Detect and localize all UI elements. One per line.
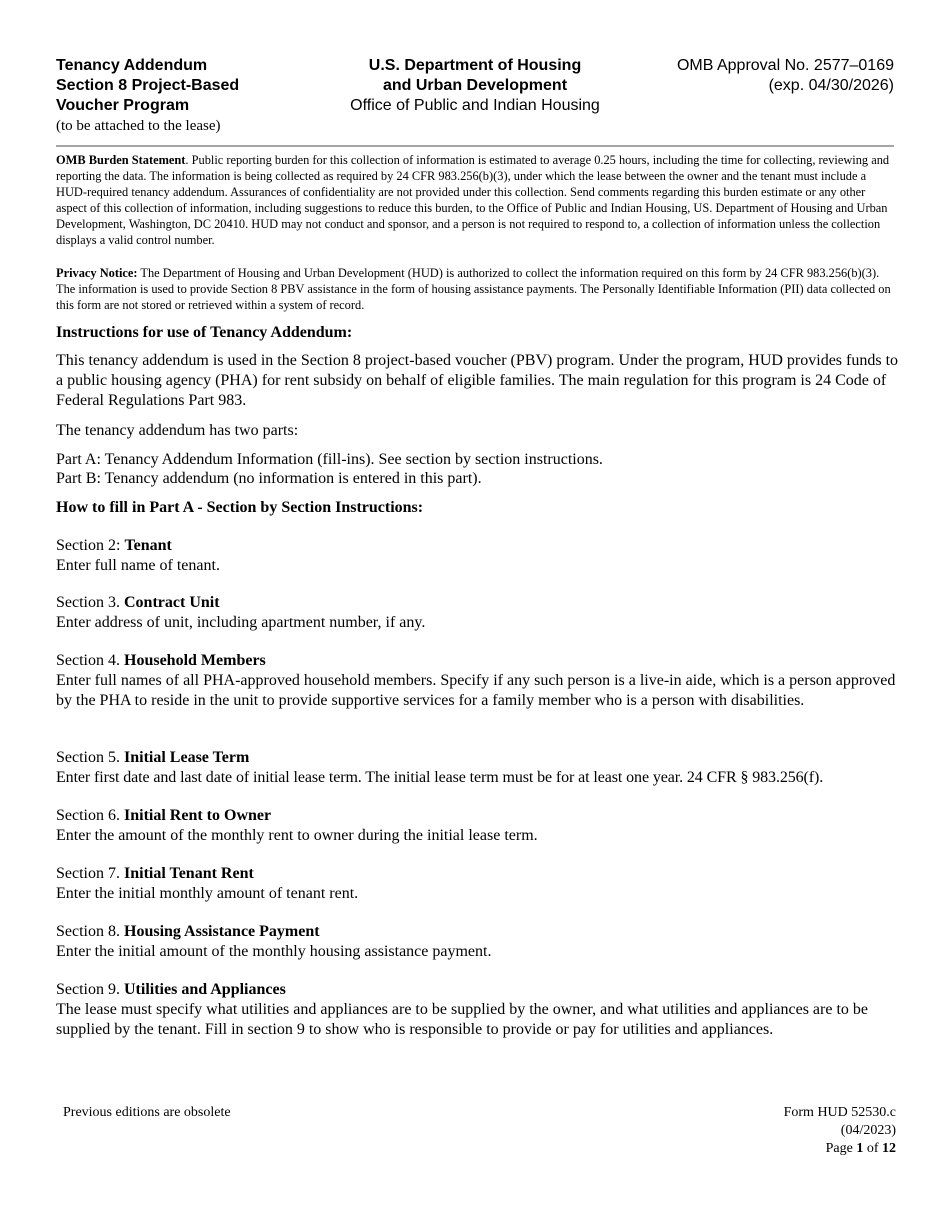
section-instruction: Enter the initial monthly amount of tenant rent. bbox=[56, 885, 359, 902]
burden-label: OMB Burden Statement bbox=[56, 153, 186, 167]
section-3 bbox=[56, 593, 901, 633]
section-title: Initial Rent to Owner bbox=[124, 807, 272, 824]
omb-block bbox=[634, 56, 894, 96]
header-divider bbox=[56, 145, 894, 147]
agency-line-2: and Urban Development bbox=[382, 77, 568, 94]
page-prefix: Page bbox=[825, 1141, 857, 1156]
section-prefix: Section 2: bbox=[56, 537, 125, 554]
form-title-line-3: Voucher Program bbox=[56, 97, 190, 114]
section-title: Tenant bbox=[124, 537, 172, 554]
section-title: Contract Unit bbox=[124, 594, 220, 611]
section-instruction: The lease must specify what utilities and appliances are to be supplied by the owner, and what utilities and appliances are to be supplied by the tenant. Fill in section 9 to show who is responsible to provide or pay for utilities and appliances. bbox=[56, 1001, 868, 1038]
form-title-line-1: Tenancy Addendum bbox=[56, 57, 208, 74]
section-prefix: Section 4. bbox=[56, 652, 124, 669]
section-instruction: Enter full names of all PHA-approved household members. Specify if any such person is a live-in aide, which is a person approved by the PHA to reside in the unit to provide supportive services for a family member who is a person with disabilities. bbox=[56, 672, 896, 709]
section-instruction: Enter the initial amount of the monthly housing assistance payment. bbox=[56, 943, 492, 960]
burden-text: . Public reporting burden for this collection of information is estimated to average 0.25 hours, including the time for collecting, reviewing and reporting the data. The information is being collected as required by 24 CFR 983.256(b)(3), under which the lease between the owner and the tenant must include a HUD-required tenancy addendum. Assurances of confidentiality are not provided under this collection. Send comments regarding this burden estimate or any other aspect of this collection of information, including suggestions to reduce this burden, to the Office of Public and Indian Housing, US. Department of Housing and Urban Development, Washington, DC 20410. HUD may not conduct and sponsor, and a person is not required to respond to, a collection of information unless the collection displays a valid control number. bbox=[56, 153, 890, 247]
part-b-text: Part B: Tenancy addendum (no information is entered in this part). bbox=[56, 470, 482, 487]
section-prefix: Section 3. bbox=[56, 594, 124, 611]
privacy-text: The Department of Housing and Urban Development (HUD) is authorized to collect the information required on this form by 24 CFR 983.256(b)(3). The information is used to provide Section 8 PBV assistance in the form of housing assistance payments. The Personally Identifiable Information (PII) data collected on this form are not stored or retrieved within a system of record. bbox=[56, 266, 891, 312]
footer-obsolete-note: Previous editions are obsolete bbox=[63, 1105, 231, 1120]
agency-block bbox=[300, 56, 650, 116]
part-a-text: Part A: Tenancy Addendum Information (fill-ins). See section by section instructions. bbox=[56, 451, 603, 468]
office-line: Office of Public and Indian Housing bbox=[350, 97, 600, 114]
privacy-notice bbox=[56, 265, 896, 313]
page-number: 1 bbox=[856, 1141, 864, 1156]
section-title: Initial Tenant Rent bbox=[124, 865, 254, 882]
section-5 bbox=[56, 748, 901, 788]
section-title: Initial Lease Term bbox=[124, 749, 250, 766]
form-subtitle: (to be attached to the lease) bbox=[56, 118, 221, 134]
section-title: Housing Assistance Payment bbox=[124, 923, 320, 940]
footer-form-number: Form HUD 52530.c bbox=[783, 1105, 896, 1120]
agency-line-1: U.S. Department of Housing bbox=[368, 57, 582, 74]
section-6 bbox=[56, 806, 901, 846]
section-instruction: Enter address of unit, including apartment number, if any. bbox=[56, 614, 426, 631]
footer-form-date: (04/2023) bbox=[840, 1123, 896, 1138]
section-2 bbox=[56, 536, 901, 576]
omb-approval-number: OMB Approval No. 2577–0169 bbox=[676, 57, 894, 74]
section-instruction: Enter first date and last date of initial lease term. The initial lease term must be for at least one year. 24 CFR § 983.256(f). bbox=[56, 769, 824, 786]
omb-expiration: (exp. 04/30/2026) bbox=[768, 77, 894, 94]
section-instruction: Enter the amount of the monthly rent to owner during the initial lease term. bbox=[56, 827, 538, 844]
form-title-block bbox=[56, 56, 316, 136]
two-parts-text: The tenancy addendum has two parts: bbox=[56, 422, 299, 439]
section-prefix: Section 6. bbox=[56, 807, 124, 824]
section-prefix: Section 8. bbox=[56, 923, 124, 940]
section-instruction: Enter full name of tenant. bbox=[56, 557, 220, 574]
page-indicator bbox=[784, 1140, 896, 1158]
form-title-line-2: Section 8 Project-Based bbox=[56, 77, 240, 94]
page-total: 12 bbox=[882, 1141, 896, 1156]
section-title: Utilities and Appliances bbox=[124, 981, 286, 998]
section-4 bbox=[56, 651, 901, 711]
section-title: Household Members bbox=[124, 652, 266, 669]
section-8 bbox=[56, 922, 901, 962]
section-9 bbox=[56, 980, 901, 1040]
section-7 bbox=[56, 864, 901, 904]
footer-form-info bbox=[784, 1104, 896, 1158]
page-of: of bbox=[863, 1141, 882, 1156]
instructions-heading: Instructions for use of Tenancy Addendum: bbox=[56, 324, 353, 341]
section-prefix: Section 5. bbox=[56, 749, 124, 766]
privacy-label: Privacy Notice: bbox=[56, 266, 138, 280]
section-prefix: Section 7. bbox=[56, 865, 124, 882]
how-to-heading: How to fill in Part A - Section by Section Instructions: bbox=[56, 499, 424, 516]
section-prefix: Section 9. bbox=[56, 981, 124, 998]
burden-statement bbox=[56, 152, 896, 248]
instructions-intro: This tenancy addendum is used in the Section 8 project-based voucher (PBV) program. Under the program, HUD provides funds to a public housing agency (PHA) for rent subsidy on behalf of eligible families. The main regulation for this program is 24 Code of Federal Regulations Part 983. bbox=[56, 352, 899, 409]
